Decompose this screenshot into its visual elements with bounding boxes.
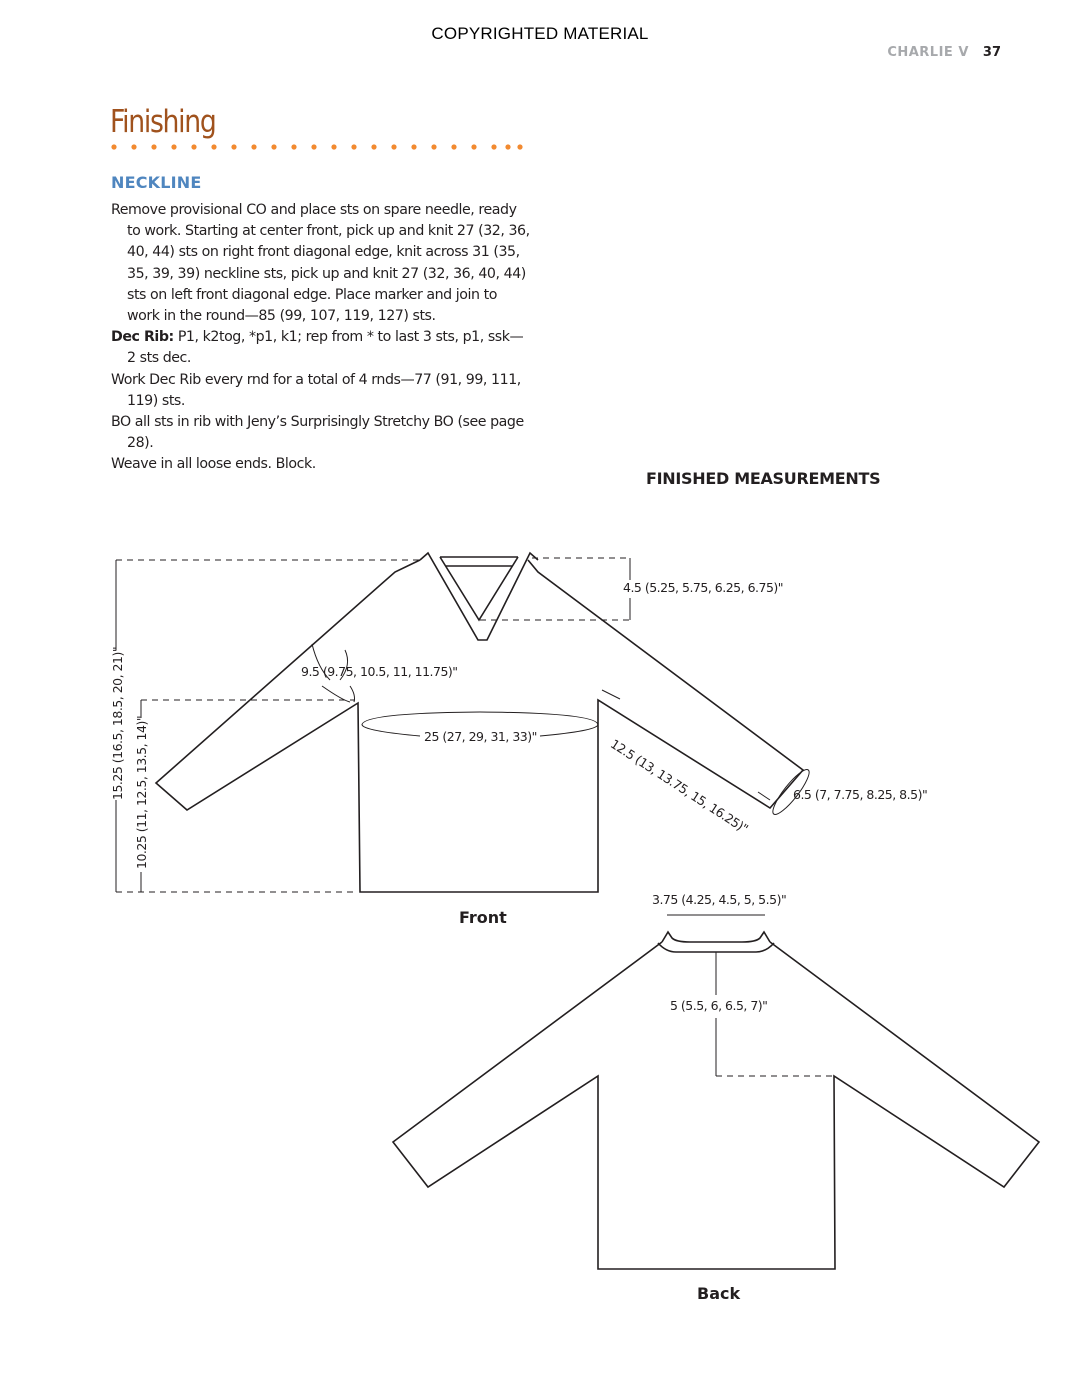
front-neck-depth-label: 4.5 (5.25, 5.75, 6.25, 6.75)" [623, 580, 784, 595]
neckline-subhead: NECKLINE [111, 173, 202, 192]
instruction-paragraph: Remove provisional CO and place sts on spare needle, ready to work. Starting at center front, pick up and knit 27 (32, 36, 40, 44) sts on right front diagonal edge, knit across 31 (35, 35, 39, 39) neckline sts, pick up and knit 27 (32, 36, 40, 44) sts on left front diagonal edge. Place marker and join to work in the round—85 (99, 107, 119, 127) sts. [111, 202, 530, 325]
sleeve-length-label: 12.5 (13, 13.75, 15, 16.25)" [607, 736, 751, 837]
pattern-name: CHARLIE V [887, 45, 969, 60]
section-title: Finishing [110, 104, 216, 140]
copyright-notice: COPYRIGHTED MATERIAL [431, 24, 649, 43]
front-schematic [156, 553, 803, 892]
front-caption: Front [459, 908, 507, 927]
cuff-label: 6.5 (7, 7.75, 8.25, 8.5)" [793, 787, 928, 802]
back-neck-width-label: 3.75 (4.25, 4.5, 5, 5.5)" [652, 892, 787, 907]
instruction-paragraph: BO all sts in rib with Jeny’s Surprisingly Stretchy BO (see page 28). [111, 414, 524, 452]
instruction-paragraph: Weave in all loose ends. Block. [111, 456, 316, 473]
instruction-paragraph: Work Dec Rib every rnd for a total of 4 rnds—77 (91, 99, 111, 119) sts. [111, 371, 521, 409]
finished-measurements-title: FINISHED MEASUREMENTS [646, 469, 881, 488]
term-label: Dec Rib: [111, 329, 174, 346]
back-caption: Back [697, 1284, 741, 1303]
instruction-paragraph: Dec Rib: P1, k2tog, *p1, k1; rep from * to last 3 sts, p1, ssk—2 sts dec. [111, 329, 524, 367]
armhole-depth-label: 9.5 (9.75, 10.5, 11, 11.75)" [301, 664, 458, 679]
page-number: 37 [982, 45, 1001, 60]
back-yoke-depth-label: 5 (5.5, 6, 6.5, 7)" [670, 998, 768, 1013]
chest-label: 25 (27, 29, 31, 33)" [424, 729, 537, 744]
total-length-label: 15.25 (16.5, 18.5, 20, 21)" [110, 646, 125, 800]
body-length-label: 10.25 (11, 12.5, 13.5, 14)" [134, 715, 149, 869]
